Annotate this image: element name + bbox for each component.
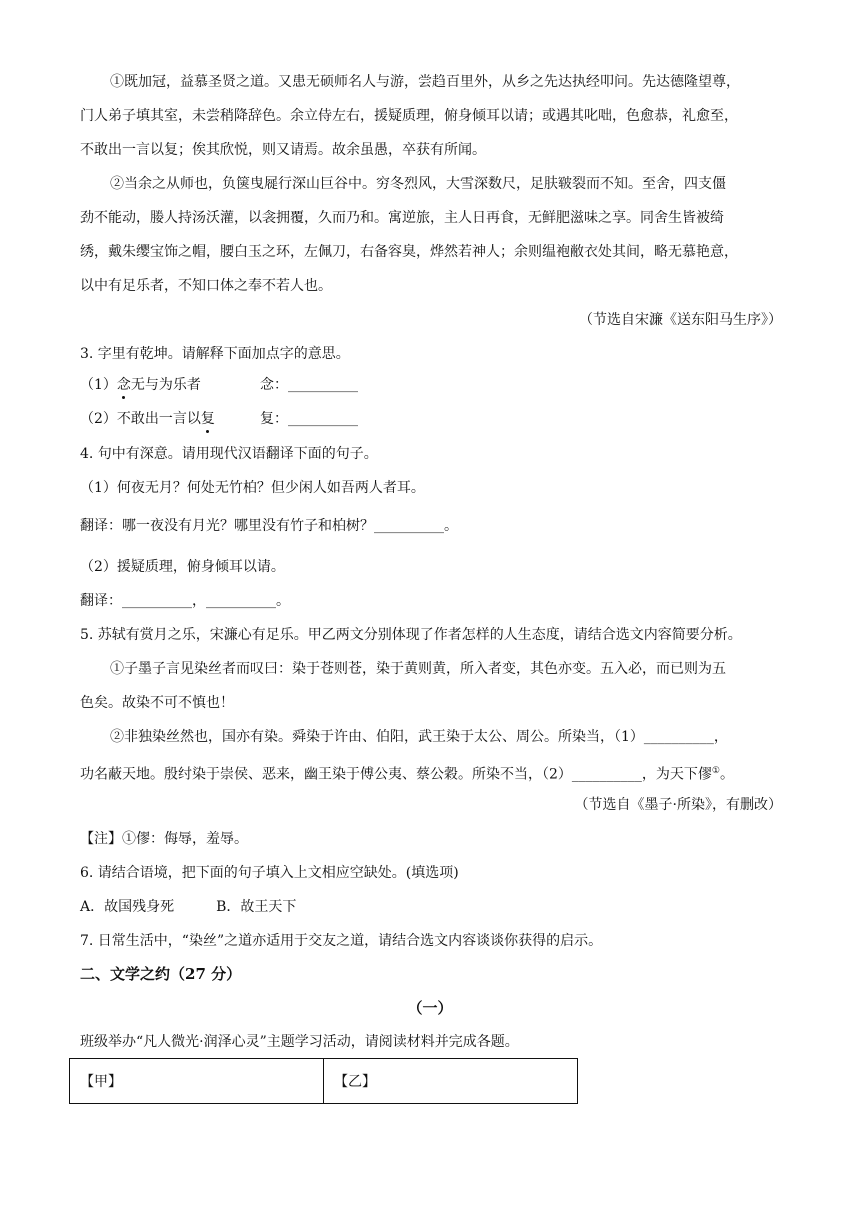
q3-item1-prefix: （1） bbox=[80, 377, 117, 393]
question-4-translation-1: 翻译：哪一夜没有月光？哪里没有竹子和柏树？__________。 bbox=[80, 518, 458, 534]
q3-item1-dotted-char: 念 bbox=[116, 377, 131, 393]
passage-a-p1-line3: 不敢出一言以复；俟其欣悦，则又请焉。故余虽愚，卒获有所闻。 bbox=[80, 142, 486, 158]
passage-b-p2-line1: ②非独染丝然也，国亦有染。舜染于许由、伯阳，武王染于太公、周公。所染当，（1）__________， bbox=[110, 729, 728, 745]
question-3-answer-1: 念：__________ bbox=[260, 377, 358, 393]
question-6-stem: 6. 请结合语境，把下面的句子填入上文相应空缺处。(填选项) bbox=[80, 865, 459, 881]
question-4-item-2: （2）援疑质理，俯身倾耳以请。 bbox=[80, 559, 285, 575]
passage-b-note: 【注】①僇：侮辱，羞辱。 bbox=[80, 831, 248, 847]
q3-item2-dotted-char: 复 bbox=[200, 411, 215, 427]
material-a-cell: 【甲】 bbox=[80, 1074, 122, 1090]
passage-b-p1-line1: ①子墨子言见染丝者而叹曰：染于苍则苍，染于黄则黄，所入者变，其色亦变。五入必，而已则为五 bbox=[110, 661, 726, 677]
passage-b-p1-line2: 色矣。故染不可不慎也！ bbox=[80, 695, 234, 711]
passage-a-p2-line3: 绣，戴朱缨宝饰之帽，腰白玉之环，左佩刀，右备容臭，烨然若神人；余则缊袍敝衣处其间，略无慕艳意， bbox=[80, 244, 738, 260]
question-3-stem: 3. 字里有乾坤。请解释下面加点字的意思。 bbox=[80, 346, 350, 362]
question-4-item-1: （1）何夜无月？何处无竹柏？但少闲人如吾两人者耳。 bbox=[80, 480, 425, 496]
passage-b-p2-line2 bbox=[80, 761, 785, 785]
material-table bbox=[69, 1058, 578, 1104]
passage-a-p1-line2: 门人弟子填其室，未尝稍降辞色。余立侍左右，援疑质理，俯身倾耳以请；或遇其叱咄，色愈恭，礼愈至， bbox=[80, 108, 738, 124]
question-3-answer-2: 复：__________ bbox=[260, 411, 358, 427]
question-5-stem: 5. 苏轼有赏月之乐，宋濂心有足乐。甲乙两文分别体现了作者怎样的人生态度，请结合选文内容简要分析。 bbox=[80, 627, 742, 643]
passage-b-p2-line2-end: 。 bbox=[719, 766, 734, 783]
material-b-cell: 【乙】 bbox=[323, 1059, 577, 1103]
passage-a-p2-line1: ②当余之从师也，负箧曳屣行深山巨谷中。穷冬烈风，大雪深数尺，足肤皲裂而不知。至舍，四支僵 bbox=[110, 176, 726, 192]
question-4-translation-2: 翻译：__________，__________。 bbox=[80, 593, 290, 609]
section-2-intro: 班级举办“凡人微光·润泽心灵”主题学习活动，请阅读材料并完成各题。 bbox=[80, 1034, 519, 1050]
q3-item2-prefix: （2）不敢出一言以 bbox=[80, 411, 201, 427]
passage-a-p2-line2: 劲不能动，媵人持汤沃灌，以衾拥覆，久而乃和。寓逆旅，主人日再食，无鲜肥滋味之享。同舍生皆被绮 bbox=[80, 210, 724, 226]
passage-a-p2-line4: 以中有足乐者，不知口体之奉不若人也。 bbox=[80, 278, 332, 294]
passage-a-source: （节选自宋濂《送东阳马生序》） bbox=[579, 312, 782, 328]
footnote-marker: ① bbox=[711, 766, 720, 776]
passage-a-p1-line1: ①既加冠，益慕圣贤之道。又患无硕师名人与游，尝趋百里外，从乡之先达执经叩问。先达德隆望尊， bbox=[110, 74, 740, 90]
section-2-subtitle: （一） bbox=[407, 999, 453, 1017]
q3-item1-rest: 无与为乐者 bbox=[130, 377, 201, 393]
question-4-stem: 4. 句中有深意。请用现代汉语翻译下面的句子。 bbox=[80, 446, 378, 462]
passage-b-p2-line2-text: 功名蔽天地。殷纣染于崇侯、恶来，幽王染于傅公夷、蔡公穀。所染不当，（2）__________，为天下僇 bbox=[80, 766, 712, 783]
question-6-options: A．故国残身死 B．故王天下 bbox=[80, 899, 297, 915]
passage-b-source: （节选自《墨子·所染》，有删改） bbox=[574, 797, 782, 813]
section-2-title: 二、文学之约（27 分） bbox=[80, 965, 242, 983]
question-7-stem: 7. 日常生活中，“染丝”之道亦适用于交友之道，请结合选文内容谈谈你获得的启示。 bbox=[80, 933, 603, 949]
